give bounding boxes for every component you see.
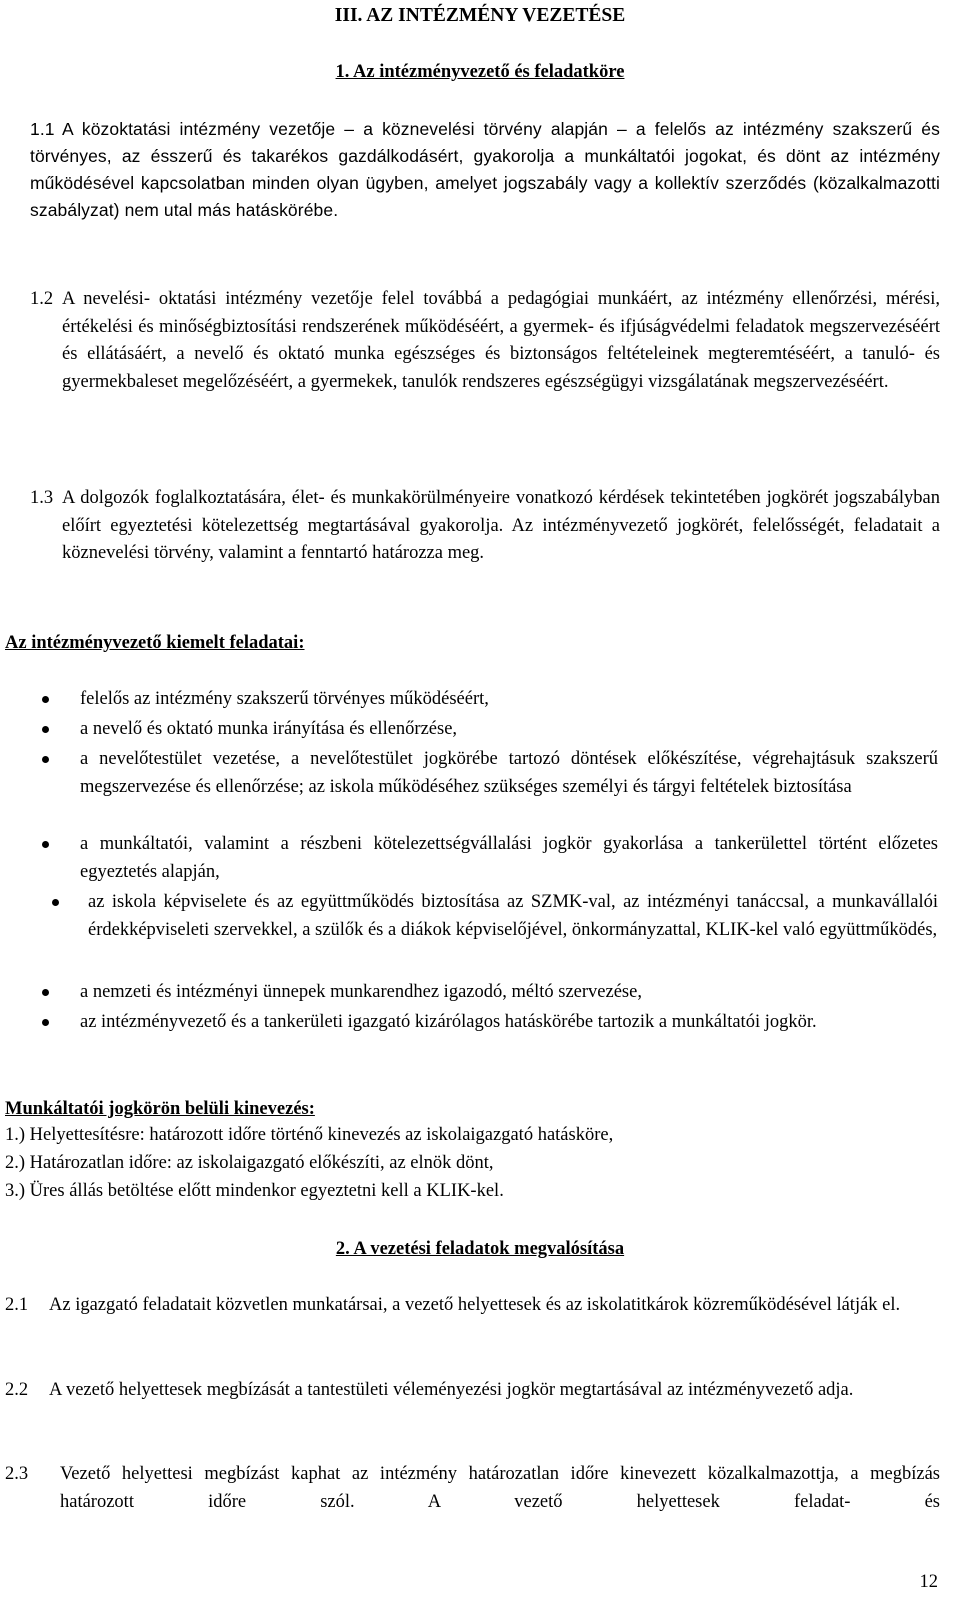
paragraph-number: 2.1 [5,1295,29,1315]
paragraph-text: Az igazgató feladatait közvetlen munkatársai, a vezető helyettesek és az iskolatitkárok közreműködésével látják el. [49,1295,901,1315]
list-item-text: a munkáltatói, valamint a részbeni kötelezettségvállalási jogkör gyakorlása a tankerülettel történt előzetes egyeztetés alapján, [80,834,938,882]
section-subheading [0,59,960,87]
bullet-icon [42,756,49,763]
bullet-icon [42,989,49,996]
list-item-text: felelős az intézmény szakszerű törvényes működéséért, [80,689,489,709]
list-item-text: az iskola képviselete és az együttműködés biztosítása az SZMK-val, az intézményi tanáccsal, a munkavállalói érdekképviseleti szervekkel, a szülők és a diákok képviselőjével, önkormányzattal, KLIK-kel való együttműködés, [88,892,938,940]
section-heading: III. AZ INTÉZMÉNY VEZETÉSE [334,5,626,26]
bullet-icon [52,899,59,906]
bullet-icon [42,726,49,733]
paragraph-text: A nevelési- oktatási intézmény vezetője felel továbbá a pedagógiai munkáért, az intézmény ellenőrzési, mérési, értékelési és minőségbiztosítási rendszerének működéséért, a gyermek- és ifjúságvédelmi feladatok megszervezéséért és ellátásáért, a nevelő és oktató munka egészséges és biztonságos feltételeinek megteremtéséért, a tanuló- és gyermekbaleset megelőzéséért, a gyermekek, tanulók rendszeres egészségügyi vizsgálatának megszervezéséért. [62,289,940,392]
paragraph-number: 1.3 [30,488,54,508]
list-item-text: a nevelőtestület vezetése, a nevelőtestület jogkörébe tartozó döntések előkészítése, végrehajtásuk szakszerű megszervezése és ellenőrzése; az iskola működéséhez szükséges személyi és tárgyi feltételek biztosítása [80,749,938,797]
paragraph-number: 2.3 [5,1464,29,1484]
paragraph-text: A dolgozók foglalkoztatására, élet- és munkakörülményeire vonatkozó kérdések tekintetében jogkörét jogszabályban előírt egyeztetési kötelezettség megtartásával gyakorolja. Az intézményvezető jogkörét, felelősségét, feladatait a köznevelési törvény, valamint a fenntartó határozza meg. [62,488,940,563]
appointment-line: 2.) Határozatlan időre: az iskolaigazgató előkészíti, az elnök dönt, [5,1153,494,1173]
paragraph-number: 2.2 [5,1380,29,1400]
bullet-icon [42,696,49,703]
paragraph-text: A közoktatási intézmény vezetője – a köznevelési törvény alapján – a felelős az intézmény szakszerű és törvényes, az ésszerű és takarékos gazdálkodásért, gyakorolja a munkáltatói jogokat, és dönt az intézmény működésével kapcsolatban minden olyan ügyben, amelyet jogszabály vagy a kollektív szerződés (közalkalmazotti szabályzat) nem utal más hatáskörébe. [30,119,940,220]
section2-heading [0,1236,960,1264]
paragraph-text: Vezető helyettesi megbízást kaphat az intézmény határozatlan időre kinevezett közalkalmazottja, a megbízás határozott időre szól. A vezető helyettesek feladat- és [60,1464,940,1512]
paragraph-number: 1.2 [30,289,54,309]
appointment-line: 3.) Üres állás betöltése előtt mindenkor egyeztetni kell a KLIK-kel. [5,1181,504,1201]
list-item-text: az intézményvezető és a tankerületi igazgató kizárólagos hatáskörébe tartozik a munkáltatói jogkör. [80,1012,817,1032]
paragraph-text: A vezető helyettesek megbízását a tantestületi véleményezési jogkör megtartásával az intézményvezető adja. [49,1380,854,1400]
subheading-text: 1. Az intézményvezető és feladatköre [335,62,625,82]
list-item-text: a nevelő és oktató munka irányítása és ellenőrzése, [80,719,458,739]
paragraph-1-1 [30,116,940,256]
bullet-icon [42,1019,49,1026]
bullet-icon [42,841,49,848]
page-number: 12 [919,1572,938,1592]
list-item-text: a nemzeti és intézményi ünnepek munkarendhez igazodó, méltó szervezése, [80,982,642,1002]
paragraph-number: 1.1 [30,119,55,139]
section2-heading-text: 2. A vezetési feladatok megvalósítása [335,1239,625,1259]
appointment-line: 1.) Helyettesítésre: határozott időre történő kinevezés az iskolaigazgató hatásköre, [5,1125,614,1145]
appointments-heading: Munkáltatói jogkörön belüli kinevezés: [5,1099,315,1119]
tasks-heading: Az intézményvezető kiemelt feladatai: [5,633,305,653]
